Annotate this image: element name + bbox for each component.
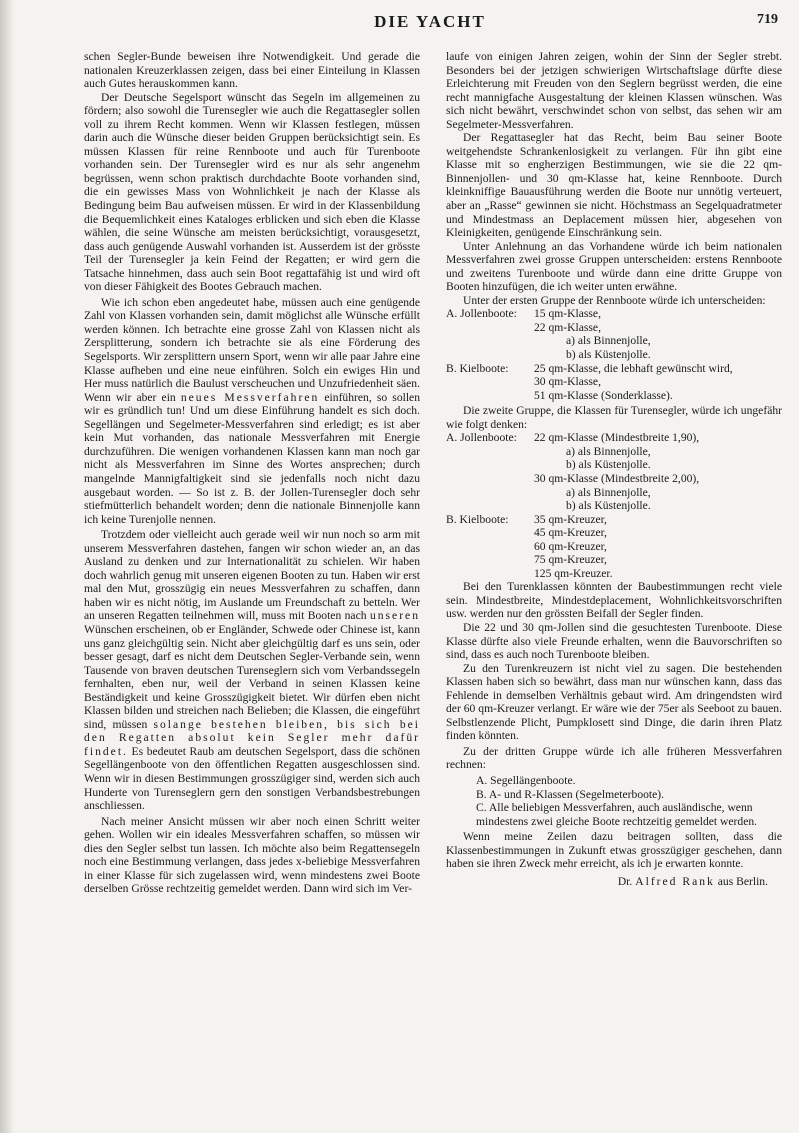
text-run: einführen, so sollen wir es gründlich tun! Und um diese Einführung handelt es sich doch. Segellängen und Segelmeter-Messverfahren sind erledigt; es ist aber kein Mut vorhanden, das nationale Messverfahren mit Energie durchzuführen. Die wenigen vorhandenen Klassen kann man noch gar nicht als Messverfahren im Sinne des Wortes ansprechen; durch mangelnde Mannigfaltigkeit sind sie jedenfalls noch nicht dazu ausgebaut worden. — So ist z. B. der Jollen-Turensegler doch sehr stiefmütterlich behandelt worden; denn die nationale Binnenjolle kann ich keine Turenjolle nennen. xyxy=(84,390,420,526)
emphasis-text: solange bestehen bleiben, bis sich bei den Regatten absolut kein Segler mehr dafür findet. xyxy=(84,717,420,758)
list-item: 22 qm-Klasse, xyxy=(534,320,601,334)
paragraph: schen Segler-Bunde beweisen ihre Notwendigkeit. Und gerade die nationalen Kreuzerklassen zeigen, dass bei einer Einteilung in Klassen auch Gutes herauskommen kann. xyxy=(84,50,420,91)
text-run: Wie ich schon eben angedeutet habe, müssen auch eine genügende Zahl von Klassen vorhanden sein, damit möglichst alle Wünsche erfüllt werden können. Ich betrachte eine grosse Zahl von Klassen nicht als Zersplitterung, sondern ich betrachte sie als eine Förderung des Segelsports. Wir zersplittern unsern Sport, wenn wir alle paar Jahre eine Klasse aufheben und eine neue einführen. Solch ein ewiges Hin und Her muss natürlich die Baulust verscheuchen und Unzufriedenheit säen. Wenn wir aber ein xyxy=(84,295,420,404)
list-item: 15 qm-Klasse, xyxy=(534,307,601,321)
list-item: 75 qm-Kreuzer, xyxy=(534,553,607,567)
list-item: A. Segellängenboote. xyxy=(476,773,576,787)
list-label: A. Jollenboote: xyxy=(446,307,517,321)
author-signature xyxy=(446,875,782,889)
author-name: Alfred Rank xyxy=(635,874,715,888)
paragraph xyxy=(84,296,420,526)
paragraph: Bei den Turenklassen könnten der Baubestimmungen recht viele sein. Mindestbreite, Mindestdeplacement, Wohnlichkeitsvorschriften usw. werden nur den grössten Beifall der Segler finden. xyxy=(446,580,782,621)
paragraph: Zu den Turenkreuzern ist nicht viel zu sagen. Die bestehenden Klassen haben sich so bewährt, dass man nur wünschen kann, dass das Fehlende in demselben Verhältnis gebaut wird. Am dringendsten wird der 60 qm-Kreuzer verlangt. Er wäre wie der 75er als Seeboot zu bauen. Selbstlenzende Plicht, Pumpklosett sind Dinge, die darin ihren Platz finden könnten. xyxy=(446,661,782,743)
list-item: 35 qm-Kreuzer, xyxy=(534,512,607,526)
class-list-racing xyxy=(446,307,782,402)
text-run: Trotzdem oder vielleicht auch gerade weil wir nun noch so arm mit unserem Messverfahren dastehen, fangen wir schon wieder an, an das Ausland zu denken und zur Internationalität zu schielen. Wir haben doch wahrlich genug mit unseren eigenen Booten zu tun. Haben wir erst mal den Mut, grosszügig ein neues Messverfahren zu schaffen, dann haben wir es nicht nötig, im Auslande um Freundschaft zu betteln. Wer an unseren Regatten teilnehmen will, muss mit Booten nach xyxy=(84,528,420,623)
paragraph: Zu der dritten Gruppe würde ich alle früheren Messverfahren rechnen: xyxy=(446,744,782,772)
class-list-legacy xyxy=(476,774,782,828)
page-header xyxy=(80,10,780,40)
list-label: B. Kielboote: xyxy=(446,512,509,526)
list-item: 51 qm-Klasse (Sonderklasse). xyxy=(534,388,673,402)
paragraph: Die zweite Gruppe, die Klassen für Turensegler, würde ich ungefähr wie folgt denken: xyxy=(446,404,782,431)
left-column xyxy=(84,50,420,1120)
signature-suffix: aus Berlin. xyxy=(717,874,768,888)
list-item: a) als Binnenjolle, xyxy=(566,485,651,499)
list-item: 125 qm-Kreuzer. xyxy=(534,566,613,580)
paragraph: Wenn meine Zeilen dazu beitragen sollten, dass die Klassenbestimmungen in Zukunft etwas grosszügiger geschehen, dann haben sie ihren Zweck mehr erreicht, als ich je erwarten konnte. xyxy=(446,830,782,871)
class-list-touring xyxy=(446,431,782,580)
paragraph: Unter Anlehnung an das Vorhandene würde ich beim nationalen Messverfahren zwei grosse Gruppen unterscheiden: erstens Rennboote und zweitens Turenboote und würde dann eine dritte Gruppe von Booten hinzufügen, die ich weiter unten erwähne. xyxy=(446,239,782,294)
list-item: 30 qm-Klasse (Mindestbreite 2,00), xyxy=(534,471,700,485)
page-number: 719 xyxy=(757,12,778,27)
paragraph xyxy=(84,528,420,812)
paragraph: Unter der ersten Gruppe der Rennboote würde ich unterscheiden: xyxy=(463,293,766,307)
text-run: Es bedeutet Raub am deutschen Segelsport, dass die schönen Segellängenboote von den öffentlichen Regatten ausgeschlossen sind. Wenn wir in diesen Bestimmungen grosszügiger sind, werden sich auch Hunderte von Turenseglern gern den sonstigen Verbandsbestrebungen anschliessen. xyxy=(84,744,420,813)
list-item: C. Alle beliebigen Messverfahren, auch ausländische, wenn mindestens zwei gleiche Boote rechtzeitig gemeldet werden. xyxy=(476,801,758,828)
list-item: 60 qm-Kreuzer, xyxy=(534,539,607,553)
list-item: b) als Küstenjolle. xyxy=(566,499,651,513)
list-item: 25 qm-Klasse, die lebhaft gewünscht wird, xyxy=(534,361,733,375)
emphasis-text: unseren xyxy=(369,609,420,623)
list-item: 22 qm-Klasse (Mindestbreite 1,90), xyxy=(534,431,700,445)
paragraph: laufe von einigen Jahren zeigen, wohin der Sinn der Segler strebt. Besonders bei der jetzigen schwierigen Wirtschaftslage dürfte diese Erleichterung mit Freuden von den Seglern begrüsst werden, die eine recht mannigfache Ausgestaltung der kleinen Klassen wünschen. Was sich nicht bewährt, verschwindet schon von selbst, das sehen wir am Segelmeter-Messverfahren. xyxy=(446,50,782,131)
paragraph: Der Deutsche Segelsport wünscht das Segeln im allgemeinen zu fördern; also sowohl die Turensegler wie auch die Regattasegler sollen voll zu ihrem Recht kommen. Wenn wir Klassen festlegen, müssen darin auch die Wünsche dieser beiden Gruppen berücksichtigt sein. Es müssen Klassen für reine Rennboote und auch für Turenboote vorhanden sein. Der Turensegler wird es nur als sehr angenehm begrüssen, wenn schon praktisch durchdachte Boote vorhanden sind, die ein gewisses Mass von Wohnlichkeit je nach der Klasse als Bedingung beim Bau aufweisen müssen. Er wird in der Klassenbildung die Bequemlichkeit eines Kataloges erblicken und sich eben die Klasse wählen, die seine Wünsche am meisten berücksichtigt, vorausgesetzt, dass auch genügende Auswahl vorhanden ist. Ausserdem ist der grösste Teil der Turensegler ja kein Feind der Regatten; er wird gern die Tatsache hinnehmen, dass auch sein Boot regattafähig ist und wird oft von dieser Fähigkeit des Bootes Gebrauch machen. xyxy=(84,90,420,294)
list-item: 30 qm-Klasse, xyxy=(534,375,601,389)
list-item: a) als Binnenjolle, xyxy=(566,444,651,458)
list-label: A. Jollenboote: xyxy=(446,431,517,445)
list-item: b) als Küstenjolle. xyxy=(566,348,651,362)
text-run: Wünschen erscheinen, ob er Engländer, Schwede oder Chinese ist, kann uns ganz gleichgültig sein. Nicht aber gleichgültig darf es uns sein, oder besser gesagt, darf es nicht dem Deutschen Segler-Verbande sein, wenn Tausende von braven deutschen Turenseglern sich vom Verbandssegeln fernhalten, eben nur, weil der Verband in seinen Klassen keine Beständigkeit und keine Grosszügigkeit bietet. Wir dürfen eben nicht Klassen bilden und streichen nach Belieben; die Klassen, die eingeführt sind, müssen xyxy=(84,622,420,731)
list-item: B. A- und R-Klassen (Segelmeterboote). xyxy=(476,787,665,801)
signature-prefix: Dr. xyxy=(617,874,633,888)
list-label: B. Kielboote: xyxy=(446,361,509,375)
running-title: DIE YACHT xyxy=(374,12,486,31)
list-item: 45 qm-Kreuzer, xyxy=(534,526,607,540)
list-item: a) als Binnenjolle, xyxy=(566,334,651,348)
emphasis-text: neues Messverfahren xyxy=(180,390,320,404)
paragraph: Nach meiner Ansicht müssen wir aber noch einen Schritt weiter gehen. Wollen wir ein ideales Messverfahren schaffen, so müssen wir dies den Segler selbst tun lassen. Ich möchte also beim Regattensegeln noch eine Bestimmung verlangen, dass jedes x-beliebige Messverfahren in einer Klasse für sich zugelassen wird, wenn mindestens zwei Boote derselben Grösse rechtzeitig gemeldet werden. Dann wird sich im Ver- xyxy=(84,814,420,896)
list-item: b) als Küstenjolle. xyxy=(566,458,651,472)
paragraph: Der Regattasegler hat das Recht, beim Bau seiner Boote weitgehendste Schrankenlosigkeit zu verlangen. Für ihn gibt eine Klasse mit so engherzigen Bestimmungen, wie sie die 22 qm-Binnenjollen- und 30 qm-Klasse hat, keine Rennboote. Durch kleinkniffige Bauausführung werden die Boote nur unnötig verteuert, aber an „Rasse“ gewinnen sie nicht. Höchstmass an Segelquadratmeter und Mindestmass an Deplacement müssen hier, abgesehen von Kleinigkeiten, genügende Einschränkung sein. xyxy=(446,131,782,240)
paragraph: Die 22 und 30 qm-Jollen sind die gesuchtesten Turenboote. Diese Klasse dürfte also viele Freunde erhalten, wenn die Bauvorschriften so sind, dass es auch noch Turenboote bleiben. xyxy=(446,620,782,662)
right-column xyxy=(446,50,782,1120)
page-gutter-shadow xyxy=(0,0,14,1133)
